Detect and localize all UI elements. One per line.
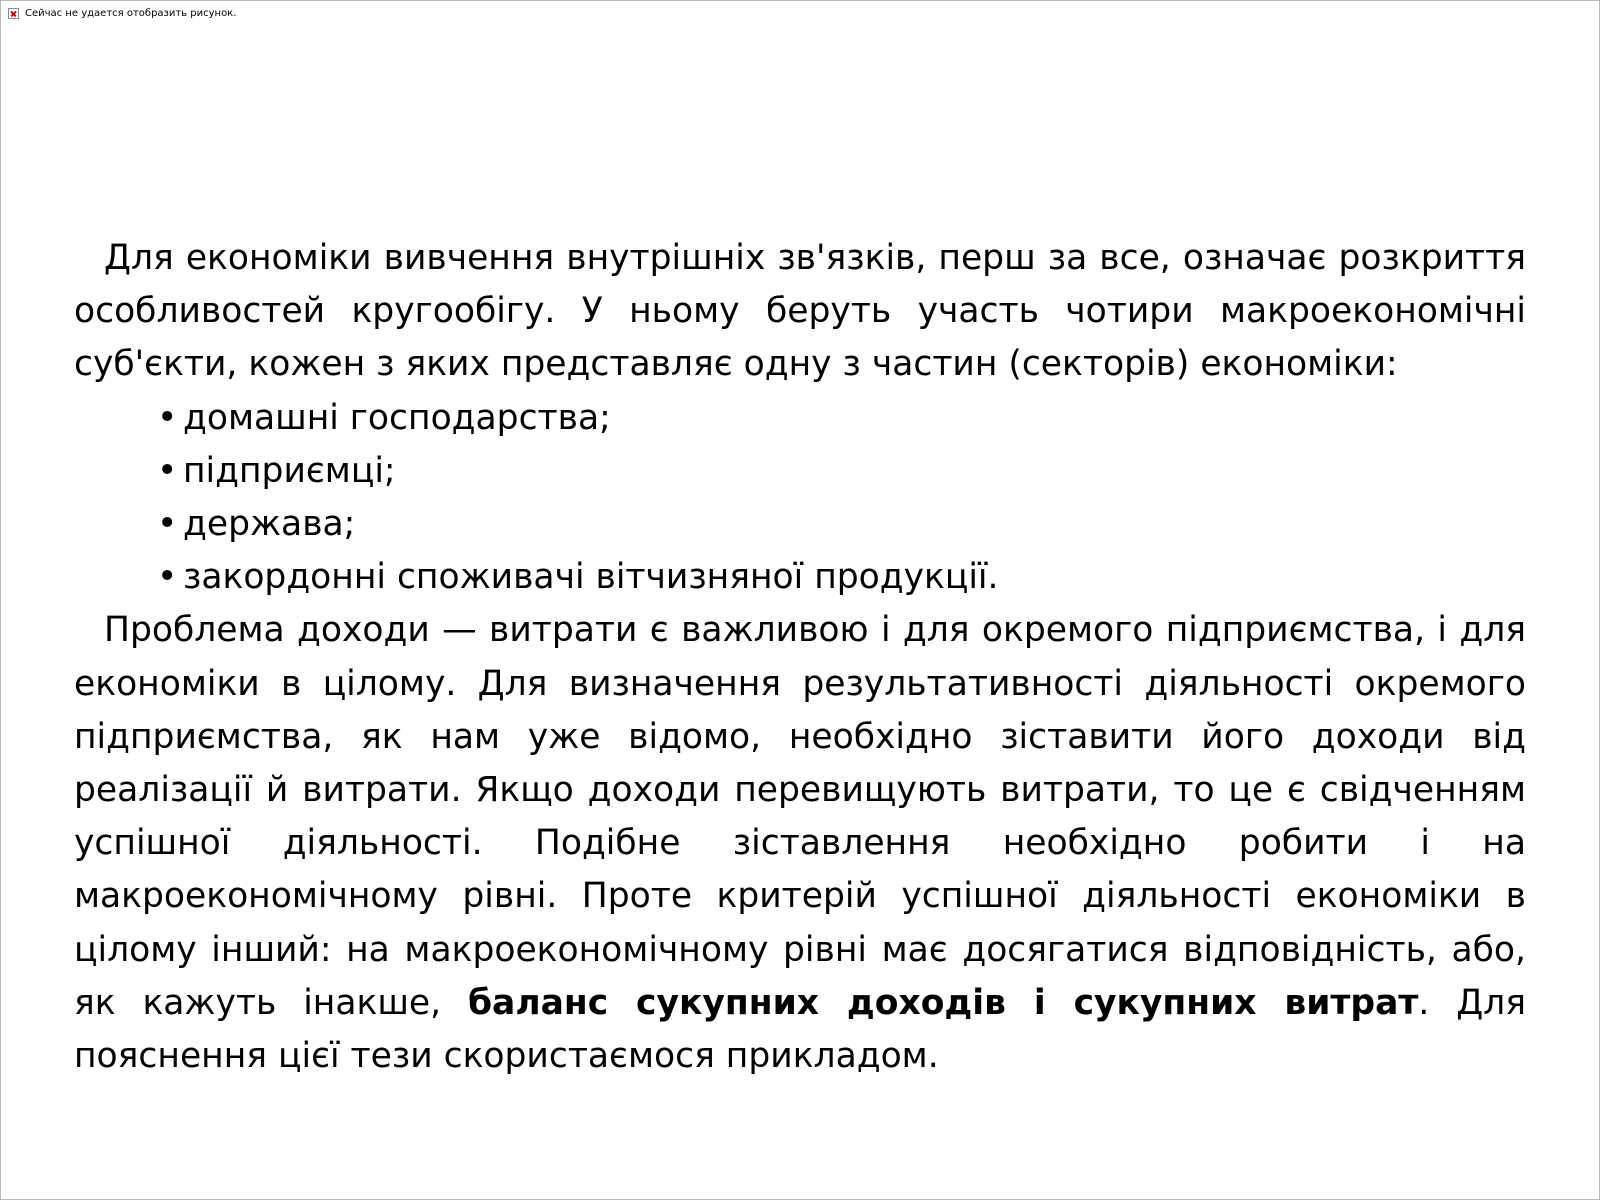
bullet-marker: •: [157, 504, 178, 545]
paragraph-2-emphasis: баланс сукупних доходів і сукупних витрат: [467, 982, 1419, 1023]
sector-list: [74, 392, 1526, 605]
list-item: [157, 498, 1526, 551]
paragraph-2-text-end: . Для пояснення цієї тези скористаємося прикладом.: [74, 982, 1526, 1077]
list-item-text: держава;: [183, 504, 356, 545]
list-item: [157, 392, 1526, 445]
list-item: [157, 445, 1526, 498]
list-item-text: домашні господарства;: [183, 397, 611, 438]
bullet-marker: •: [157, 557, 178, 598]
bullet-marker: •: [157, 397, 178, 438]
bullet-marker: •: [157, 450, 178, 491]
broken-image-notice: Сейчас не удается отобразить рисунок.: [25, 8, 237, 19]
list-item-text: підприємці;: [183, 450, 396, 491]
paragraph-2-text: Проблема доходи — витрати є важливою і для окремого підприємства, і для економіки в цілому. Для визначення результативності діяльності окремого підприємства, як нам уже відомо, необхідно зіставити його доходи від реалізації й витрати. Якщо доходи перевищують витрати, то це є свідченням успішної діяльності. Подібне зіставлення необхідно робити і на макроекономічному рівні. Проте критерій успішної діяльності економіки в цілому інший: на макроекономічному рівні має досягатися відповідність, або, як кажуть інакше,: [74, 610, 1526, 1023]
slide-body: [74, 232, 1526, 1083]
list-item-text: закордонні споживачі вітчизняної продукції.: [183, 557, 999, 598]
list-item: [157, 551, 1526, 604]
broken-image-icon: [8, 8, 19, 19]
paragraph-2: [74, 604, 1526, 1083]
paragraph-1: Для економіки вивчення внутрішніх зв'язків, перш за все, означає розкриття особливостей кругообігу. У ньому беруть участь чотири макроекономічні суб'єкти, кожен з яких представляє одну з частин (секторів) економіки:: [74, 238, 1526, 385]
broken-image-placeholder: [8, 8, 236, 19]
